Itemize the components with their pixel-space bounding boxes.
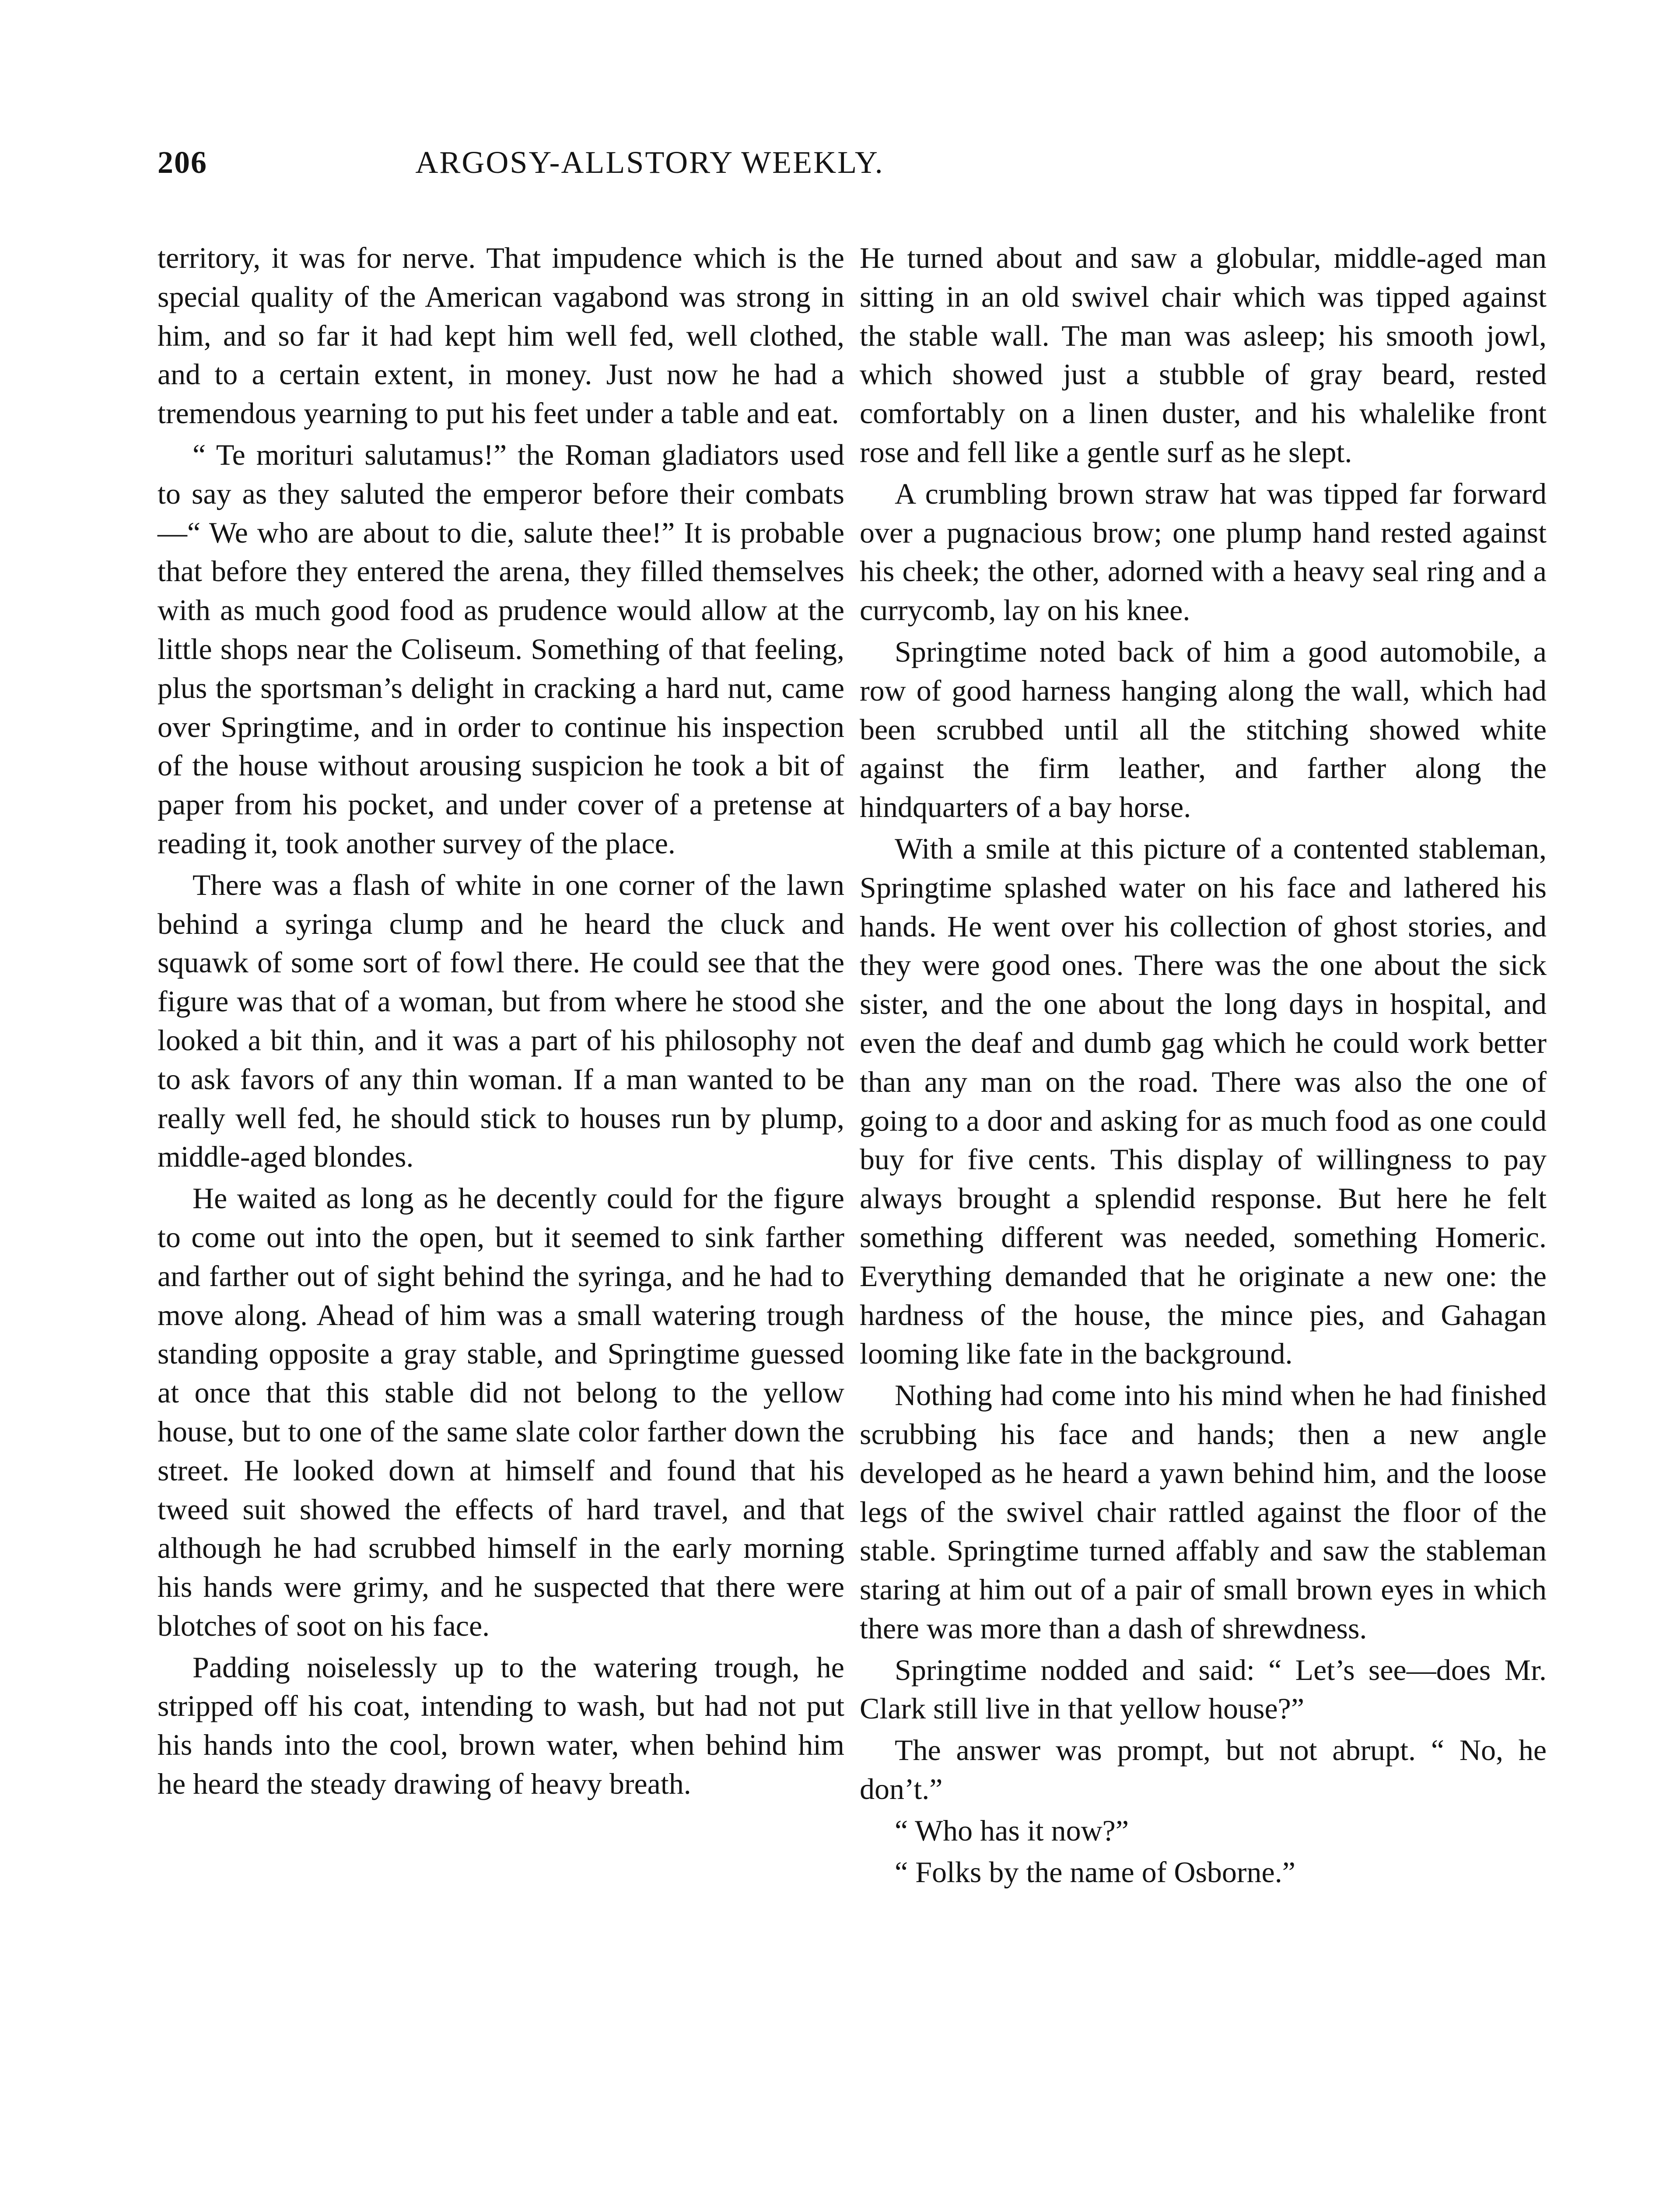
paragraph: Padding noiselessly up to the watering trough, he stripped off his coat, intending to wash, but had not put his hands into the cool, brown water, when behind him he heard the steady drawing of heavy breath.: [158, 1650, 844, 1801]
paragraph: He waited as long as he decently could for the figure to come out into the open, but it seemed to sink farther and farther out of sight behind the syringa, and he had to move along. Ahead of him was a small watering trough standing opposite a gray stable, and Springtime guessed at once that this stable did not belong to the yellow house, but to one of the same slate color farther down the street. He looked down at himself and found that his tweed suit showed the effects of hard travel, and that although he had scrubbed himself in the early morning his hands were grimy, and he suspected that there were blotches of soot on his face.: [158, 1182, 844, 1642]
paragraph: “ Te morituri salutamus!” the Roman gladiators used to say as they saluted the emperor before their combats—“ We who are about to die, salute thee!” It is probable that before they entered the arena, they filled themselves with as much good food as prudence would allow at the little shops near the Coliseum. Something of that feeling, plus the sportsman’s delight in cracking a hard nut, came over Springtime, and in order to continue his inspection of the house without arousing suspicion he took a bit of paper from his pocket, and under cover of a pretense at reading it, took another survey of the place.: [158, 438, 844, 860]
paragraph: territory, it was for nerve. That impudence which is the special quality of the American vagabond was strong in him, and so far it had kept him well fed, well clothed, and to a certain extent, in money. Just now he had a tremendous yearning to put his feet under a table and eat.: [158, 241, 844, 430]
paragraph: The answer was prompt, but not abrupt. “ No, he don’t.”: [860, 1733, 1547, 1806]
paragraph: There was a flash of white in one corner of the lawn behind a syringa clump and he heard the cluck and squawk of some sort of fowl there. He could see that the figure was that of a woman, but from where he stood she looked a bit thin, and it was a part of his philosophy not to ask favors of any thin woman. If a man wanted to be really well fed, he should stick to houses run by plump, middle-aged blondes.: [158, 868, 844, 1174]
page-number: 206: [158, 145, 207, 180]
left-column: [158, 238, 844, 1803]
paragraph: With a smile at this picture of a contented stableman, Springtime splashed water on his face and lathered his hands. He went over his collection of ghost stories, and they were good ones. There was the one about the sick sister, and the one about the long days in hospital, and even the deaf and dumb gag which he could work better than any man on the road. There was also the one of going to a door and asking for as much food as one could buy for five cents. This display of willingness to pay always brought a splendid response. But here he felt something different was needed, something Homeric. Everything demanded that he originate a new one: the hardness of the house, the mince pies, and Gahagan looming like fate in the background.: [860, 831, 1547, 1371]
paragraph: A crumbling brown straw hat was tipped far forward over a pugnacious brow; one plump hand rested against his cheek; the other, adorned with a heavy seal ring and a currycomb, lay on his knee.: [860, 477, 1547, 627]
paragraph: Springtime noted back of him a good automobile, a row of good harness hanging along the wall, which had been scrubbed until all the stitching showed white against the firm leather, and farther along the hindquarters of a bay horse.: [860, 635, 1547, 824]
paragraph: Springtime nodded and said: “ Let’s see—does Mr. Clark still live in that yellow house?”: [860, 1653, 1547, 1725]
paragraph: “ Folks by the name of Osborne.”: [895, 1855, 1295, 1889]
paragraph: He turned about and saw a globular, middle-aged man sitting in an old swivel chair which was tipped against the stable wall. The man was asleep; his smooth jowl, which showed just a stubble of gray beard, rested comfortably on a linen duster, and his whalelike front rose and fell like a gentle surf as he slept.: [860, 241, 1547, 469]
paragraph: Nothing had come into his mind when he had finished scrubbing his face and hands; then a new angle developed as he heard a yawn behind him, and the loose legs of the swivel chair rattled against the floor of the stable. Springtime turned affably and saw the stableman staring at him out of a pair of small brown eyes in which there was more than a dash of shrewdness.: [860, 1378, 1547, 1645]
paragraph: “ Who has it now?”: [895, 1813, 1129, 1847]
right-column: [860, 238, 1547, 1891]
running-title: ARGOSY-ALLSTORY WEEKLY.: [415, 145, 884, 180]
page-header: [158, 144, 1142, 193]
